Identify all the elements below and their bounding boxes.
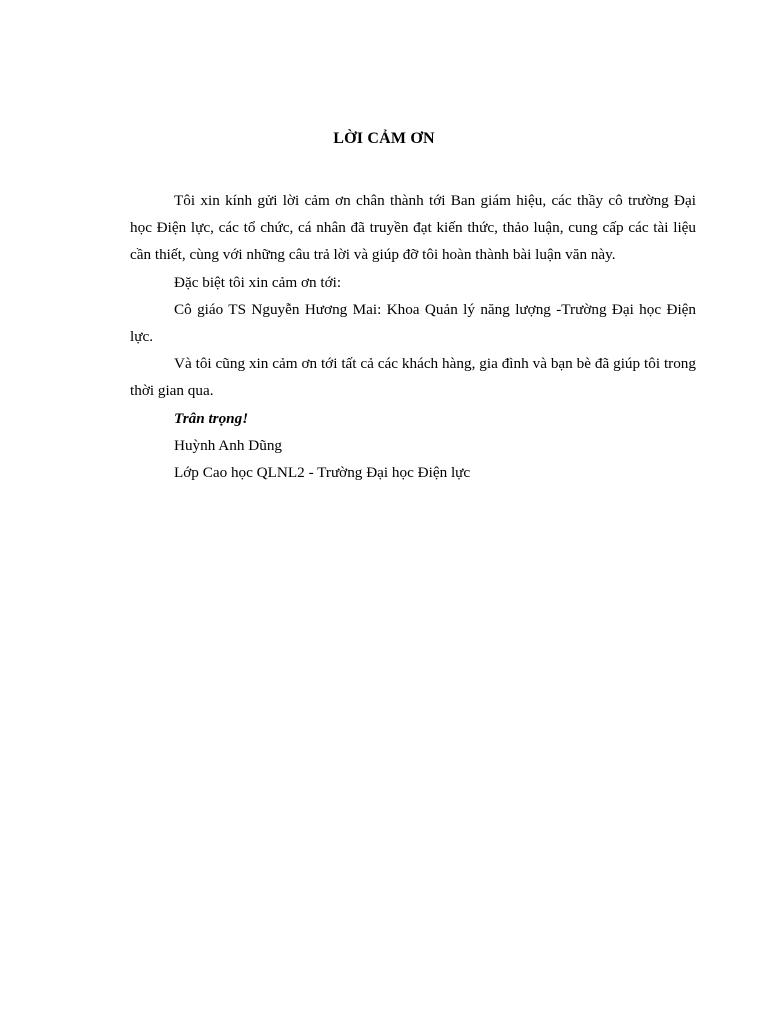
paragraph-thanks: Tôi xin kính gửi lời cảm ơn chân thành tới Ban giám hiệu, các thầy cô trường Đại học Điện lực, các tổ chức, cá nhân đã truyền đạt kiến thức, thảo luận, cung cấp các tài liệu cần thiết, cùng với những câu trả lời và giúp đỡ tôi hoàn thành bài luận văn này. bbox=[130, 192, 696, 264]
document-body bbox=[130, 187, 696, 486]
paragraph-special-thanks: Đặc biệt tôi xin cảm ơn tới: bbox=[174, 273, 342, 291]
author-name: Huỳnh Anh Dũng bbox=[174, 436, 283, 454]
paragraph-family-thanks: Và tôi cũng xin cảm ơn tới tất cả các khách hàng, gia đình và bạn bè đã giúp tôi trong thời gian qua. bbox=[130, 355, 696, 400]
page-title: LỜI CẢM ƠN bbox=[333, 130, 435, 147]
paragraph-advisor: Cô giáo TS Nguyễn Hương Mai: Khoa Quản lý năng lượng -Trường Đại học Điện lực. bbox=[130, 300, 696, 346]
author-class: Lớp Cao học QLNL2 - Trường Đại học Điện lực bbox=[174, 464, 471, 482]
closing-salutation: Trân trọng! bbox=[174, 409, 249, 427]
